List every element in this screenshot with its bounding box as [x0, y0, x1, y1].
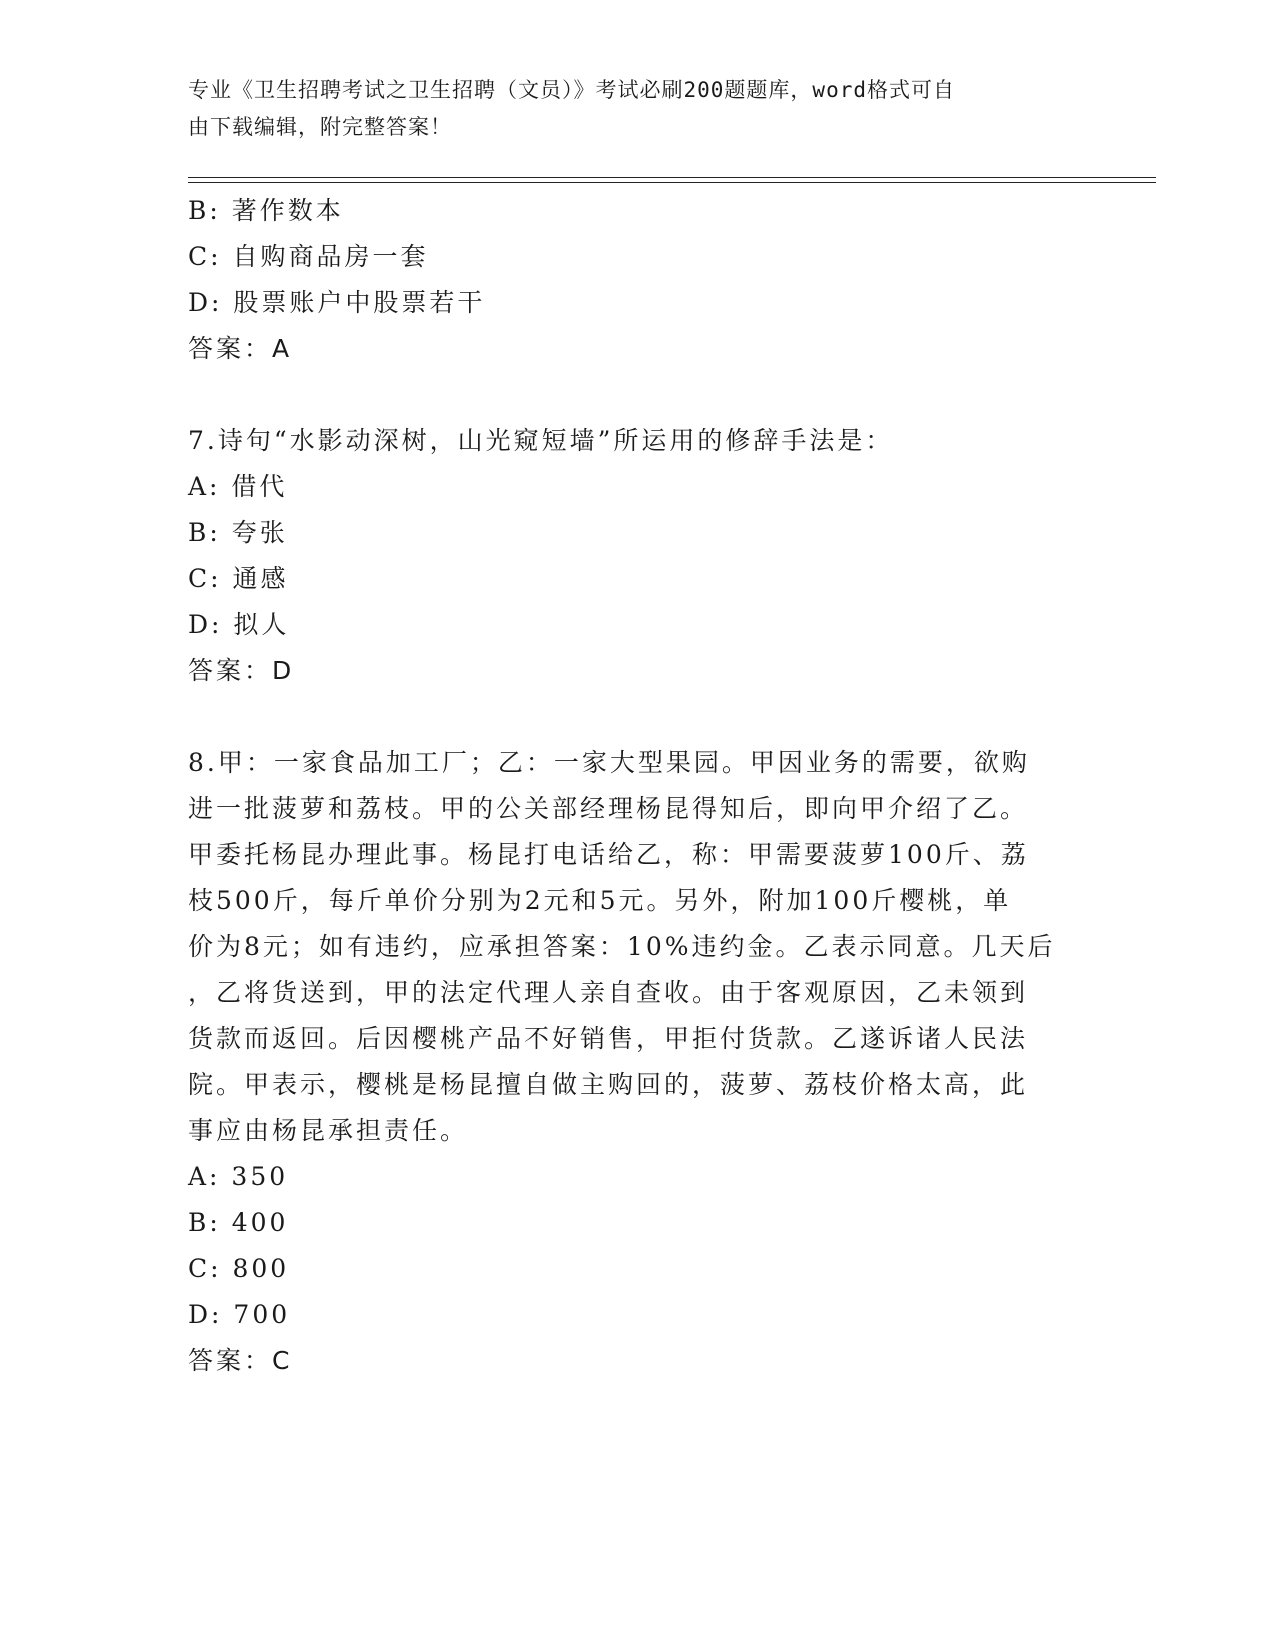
option-a: A: 借代: [188, 472, 288, 501]
document-body: [188, 188, 1088, 1384]
question-7: [188, 418, 1088, 694]
stem-line: 价为8元；如有违约，应承担答案：10%违约金。乙表示同意。几天后: [188, 932, 1056, 961]
answer-line: 答案：D: [188, 656, 295, 685]
header-rule-top: [188, 177, 1156, 178]
stem-line: 事应由杨昆承担责任。: [188, 1116, 469, 1145]
stem-line: 货款而返回。后因樱桃产品不好销售，甲拒付货款。乙遂诉诸人民法: [188, 1024, 1029, 1053]
spacer: [188, 372, 1088, 418]
stem-line: 枝500斤，每斤单价分别为2元和5元。另外，附加100斤樱桃，单: [188, 886, 1012, 915]
question-8: [188, 740, 1088, 1384]
question-stem: [188, 740, 1068, 1154]
header-line-1: 专业《卫生招聘考试之卫生招聘（文员）》考试必刷200题题库，word格式可自: [188, 78, 955, 102]
stem-line: 进一批菠萝和荔枝。甲的公关部经理杨昆得知后，即向甲介绍了乙。: [188, 794, 1029, 823]
option-d: D: 股票账户中股票若干: [188, 288, 486, 317]
spacer: [188, 694, 1088, 740]
answer-line: 答案：C: [188, 1346, 293, 1375]
option-a: A: 350: [188, 1162, 289, 1191]
stem-line: 8.甲：一家食品加工厂；乙：一家大型果园。甲因业务的需要，欲购: [188, 748, 1030, 777]
option-c: C: 800: [188, 1254, 290, 1283]
stem-line: 院。甲表示，樱桃是杨昆擅自做主购回的，菠萝、荔枝价格太高，此: [188, 1070, 1029, 1099]
page-header: [188, 72, 1068, 146]
option-b: B: 夸张: [188, 518, 288, 547]
header-rule-bottom: [188, 182, 1156, 183]
stem-line: 甲委托杨昆办理此事。杨昆打电话给乙，称：甲需要菠萝100斤、荔: [188, 840, 1029, 869]
header-line-2: 由下载编辑，附完整答案！: [188, 115, 452, 139]
option-b: B: 著作数本: [188, 196, 344, 225]
question-6: [188, 188, 1088, 372]
option-b: B: 400: [188, 1208, 289, 1237]
question-stem: 7.诗句“水影动深树，山光窥短墙”所运用的修辞手法是：: [188, 426, 894, 455]
stem-line: ，乙将货送到，甲的法定代理人亲自查收。由于客观原因，乙未领到: [188, 978, 1029, 1007]
option-c: C: 自购商品房一套: [188, 242, 429, 271]
option-d: D: 拟人: [188, 610, 290, 639]
option-d: D: 700: [188, 1300, 291, 1329]
answer-line: 答案：A: [188, 334, 293, 363]
option-c: C: 通感: [188, 564, 289, 593]
